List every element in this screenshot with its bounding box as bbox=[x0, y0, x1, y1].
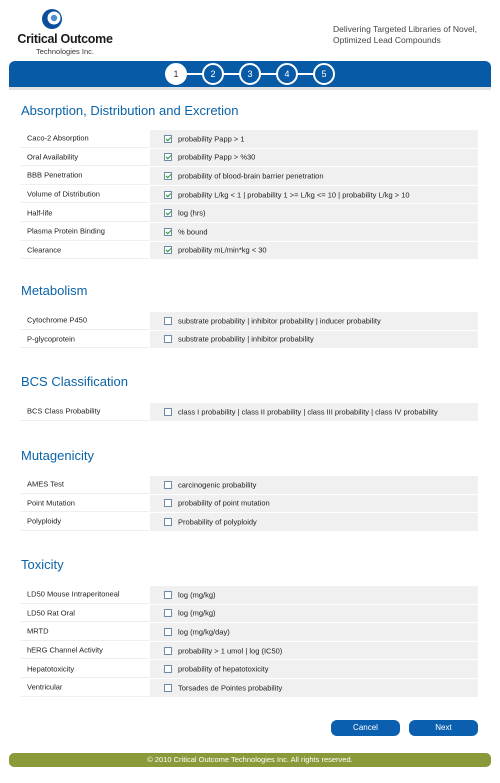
table-row bbox=[21, 586, 478, 605]
option-checkbox-checked[interactable] bbox=[164, 153, 172, 161]
option-description: log (hrs) bbox=[178, 208, 206, 218]
option-checkbox-checked[interactable] bbox=[164, 191, 172, 199]
option-cell bbox=[150, 476, 478, 494]
option-checkbox-checked[interactable] bbox=[164, 246, 172, 254]
option-cell bbox=[150, 186, 478, 204]
option-checkbox[interactable] bbox=[164, 408, 172, 416]
property-cell bbox=[21, 623, 149, 641]
table-row bbox=[21, 204, 478, 223]
option-description: probability L/kg < 1 | probability 1 >= L/kg <= 10 | probability L/kg > 10 bbox=[178, 190, 410, 200]
property-label: AMES Test bbox=[27, 479, 64, 489]
footer-copyright: © 2010 Critical Outcome Technologies Inc. All rights reserved. bbox=[9, 753, 491, 767]
property-label: Hepatotoxicity bbox=[27, 664, 75, 674]
table-row bbox=[21, 223, 478, 242]
property-label: Ventricular bbox=[27, 682, 63, 692]
property-cell bbox=[21, 204, 149, 222]
property-cell bbox=[21, 642, 149, 660]
property-label: BBB Penetration bbox=[27, 170, 83, 180]
step-indicator bbox=[165, 63, 335, 85]
property-cell bbox=[21, 167, 149, 185]
option-description: Torsades de Pointes probability bbox=[178, 683, 283, 693]
option-checkbox[interactable] bbox=[164, 628, 172, 636]
option-checkbox-checked[interactable] bbox=[164, 135, 172, 143]
option-checkbox[interactable] bbox=[164, 317, 172, 325]
option-cell bbox=[150, 679, 478, 697]
cancel-button[interactable]: Cancel bbox=[331, 720, 400, 736]
options-table-bcs-classification bbox=[21, 403, 478, 422]
option-cell bbox=[150, 623, 478, 641]
property-cell bbox=[21, 312, 149, 330]
option-checkbox[interactable] bbox=[164, 518, 172, 526]
property-cell bbox=[21, 660, 149, 678]
logo-name: Critical Outcome bbox=[17, 32, 113, 46]
option-checkbox[interactable] bbox=[164, 647, 172, 655]
option-checkbox[interactable] bbox=[164, 665, 172, 673]
option-cell bbox=[150, 312, 478, 330]
option-description: substrate probability | inhibitor probability | inducer probability bbox=[178, 316, 381, 326]
table-row bbox=[21, 642, 478, 661]
property-label: BCS Class Probability bbox=[27, 406, 101, 416]
property-cell bbox=[21, 149, 149, 167]
option-description: Probability of polyploidy bbox=[178, 517, 257, 527]
option-cell bbox=[150, 130, 478, 148]
option-description: log (mg/kg/day) bbox=[178, 627, 230, 637]
section-title-mutagenicity: Mutagenicity bbox=[21, 448, 94, 463]
option-checkbox[interactable] bbox=[164, 591, 172, 599]
property-cell bbox=[21, 331, 149, 349]
step-1[interactable]: 1 bbox=[165, 63, 187, 85]
property-cell bbox=[21, 186, 149, 204]
table-row bbox=[21, 679, 478, 698]
option-description: probability Papp > %30 bbox=[178, 152, 256, 162]
options-table-absorption-distribution-and-excretion bbox=[21, 130, 478, 260]
option-checkbox-checked[interactable] bbox=[164, 209, 172, 217]
option-description: class I probability | class II probability | class III probability | class IV probability bbox=[178, 407, 438, 417]
section-title-absorption-distribution-and-excretion: Absorption, Distribution and Excretion bbox=[21, 103, 239, 118]
option-description: substrate probability | inhibitor probability bbox=[178, 334, 314, 344]
property-cell bbox=[21, 495, 149, 513]
table-row bbox=[21, 167, 478, 186]
property-label: Plasma Protein Binding bbox=[27, 226, 105, 236]
tagline-line-2: Optimized Lead Compounds bbox=[333, 35, 441, 45]
property-label: hERG Channel Activity bbox=[27, 645, 103, 655]
option-cell bbox=[150, 660, 478, 678]
table-row bbox=[21, 623, 478, 642]
option-cell bbox=[150, 331, 478, 349]
option-description: probability of hepatotoxicity bbox=[178, 664, 269, 674]
step-3[interactable]: 3 bbox=[239, 63, 261, 85]
table-row bbox=[21, 331, 478, 350]
option-cell bbox=[150, 223, 478, 241]
property-cell bbox=[21, 513, 149, 531]
option-checkbox[interactable] bbox=[164, 481, 172, 489]
header bbox=[0, 0, 500, 60]
options-table-toxicity bbox=[21, 586, 478, 698]
logo-subtitle: Technologies Inc. bbox=[36, 47, 94, 56]
table-row bbox=[21, 605, 478, 624]
option-cell bbox=[150, 513, 478, 531]
table-row bbox=[21, 495, 478, 514]
section-title-metabolism: Metabolism bbox=[21, 283, 88, 298]
section-title-toxicity: Toxicity bbox=[21, 557, 64, 572]
option-description: probability mL/min*kg < 30 bbox=[178, 245, 267, 255]
property-label: Polyploidy bbox=[27, 516, 62, 526]
option-description: % bound bbox=[178, 227, 208, 237]
property-cell bbox=[21, 605, 149, 623]
option-checkbox[interactable] bbox=[164, 335, 172, 343]
property-label: Oral Availability bbox=[27, 152, 79, 162]
property-cell bbox=[21, 130, 149, 148]
option-description: probability > 1 umol | log (IC50) bbox=[178, 646, 283, 656]
property-cell bbox=[21, 242, 149, 260]
next-button[interactable]: Next bbox=[409, 720, 478, 736]
tagline bbox=[333, 24, 493, 46]
option-description: log (mg/kg) bbox=[178, 590, 216, 600]
table-row bbox=[21, 242, 478, 261]
table-row bbox=[21, 312, 478, 331]
step-4[interactable]: 4 bbox=[276, 63, 298, 85]
table-row bbox=[21, 476, 478, 495]
option-checkbox-checked[interactable] bbox=[164, 172, 172, 180]
option-description: probability of point mutation bbox=[178, 498, 270, 508]
step-2[interactable]: 2 bbox=[202, 63, 224, 85]
option-checkbox[interactable] bbox=[164, 499, 172, 507]
logo-mark-icon bbox=[41, 8, 63, 30]
property-cell bbox=[21, 223, 149, 241]
options-table-mutagenicity bbox=[21, 476, 478, 532]
table-row bbox=[21, 186, 478, 205]
property-cell bbox=[21, 586, 149, 604]
property-label: MRTD bbox=[27, 626, 49, 636]
property-label: Half-life bbox=[27, 208, 53, 218]
tagline-line-1: Delivering Targeted Libraries of Novel, bbox=[333, 24, 477, 34]
option-cell bbox=[150, 149, 478, 167]
table-row bbox=[21, 513, 478, 532]
option-cell bbox=[150, 403, 478, 421]
option-description: probability of blood-brain barrier penetration bbox=[178, 171, 324, 181]
option-checkbox[interactable] bbox=[164, 684, 172, 692]
property-label: Volume of Distribution bbox=[27, 189, 100, 199]
option-description: log (mg/kg) bbox=[178, 608, 216, 618]
step-5[interactable]: 5 bbox=[313, 63, 335, 85]
option-description: probability Papp > 1 bbox=[178, 134, 245, 144]
option-checkbox[interactable] bbox=[164, 609, 172, 617]
option-cell bbox=[150, 167, 478, 185]
table-row bbox=[21, 130, 478, 149]
table-row bbox=[21, 149, 478, 168]
property-label: Point Mutation bbox=[27, 498, 75, 508]
property-label: Cytochrome P450 bbox=[27, 315, 88, 325]
table-row bbox=[21, 403, 478, 422]
options-table-metabolism bbox=[21, 312, 478, 349]
property-label: LD50 Rat Oral bbox=[27, 608, 75, 618]
property-label: P-glycoprotein bbox=[27, 334, 75, 344]
option-cell bbox=[150, 605, 478, 623]
option-cell bbox=[150, 495, 478, 513]
property-label: Clearance bbox=[27, 245, 62, 255]
property-cell bbox=[21, 403, 149, 421]
property-cell bbox=[21, 679, 149, 697]
property-label: LD50 Mouse Intraperitoneal bbox=[27, 589, 120, 599]
option-description: carcinogenic probability bbox=[178, 480, 257, 490]
property-label: Caco-2 Absorption bbox=[27, 133, 89, 143]
option-cell bbox=[150, 642, 478, 660]
section-title-bcs-classification: BCS Classification bbox=[21, 374, 128, 389]
company-logo[interactable] bbox=[10, 8, 120, 58]
option-cell bbox=[150, 242, 478, 260]
property-cell bbox=[21, 476, 149, 494]
table-row bbox=[21, 660, 478, 679]
option-cell bbox=[150, 204, 478, 222]
option-cell bbox=[150, 586, 478, 604]
option-checkbox-checked[interactable] bbox=[164, 228, 172, 236]
